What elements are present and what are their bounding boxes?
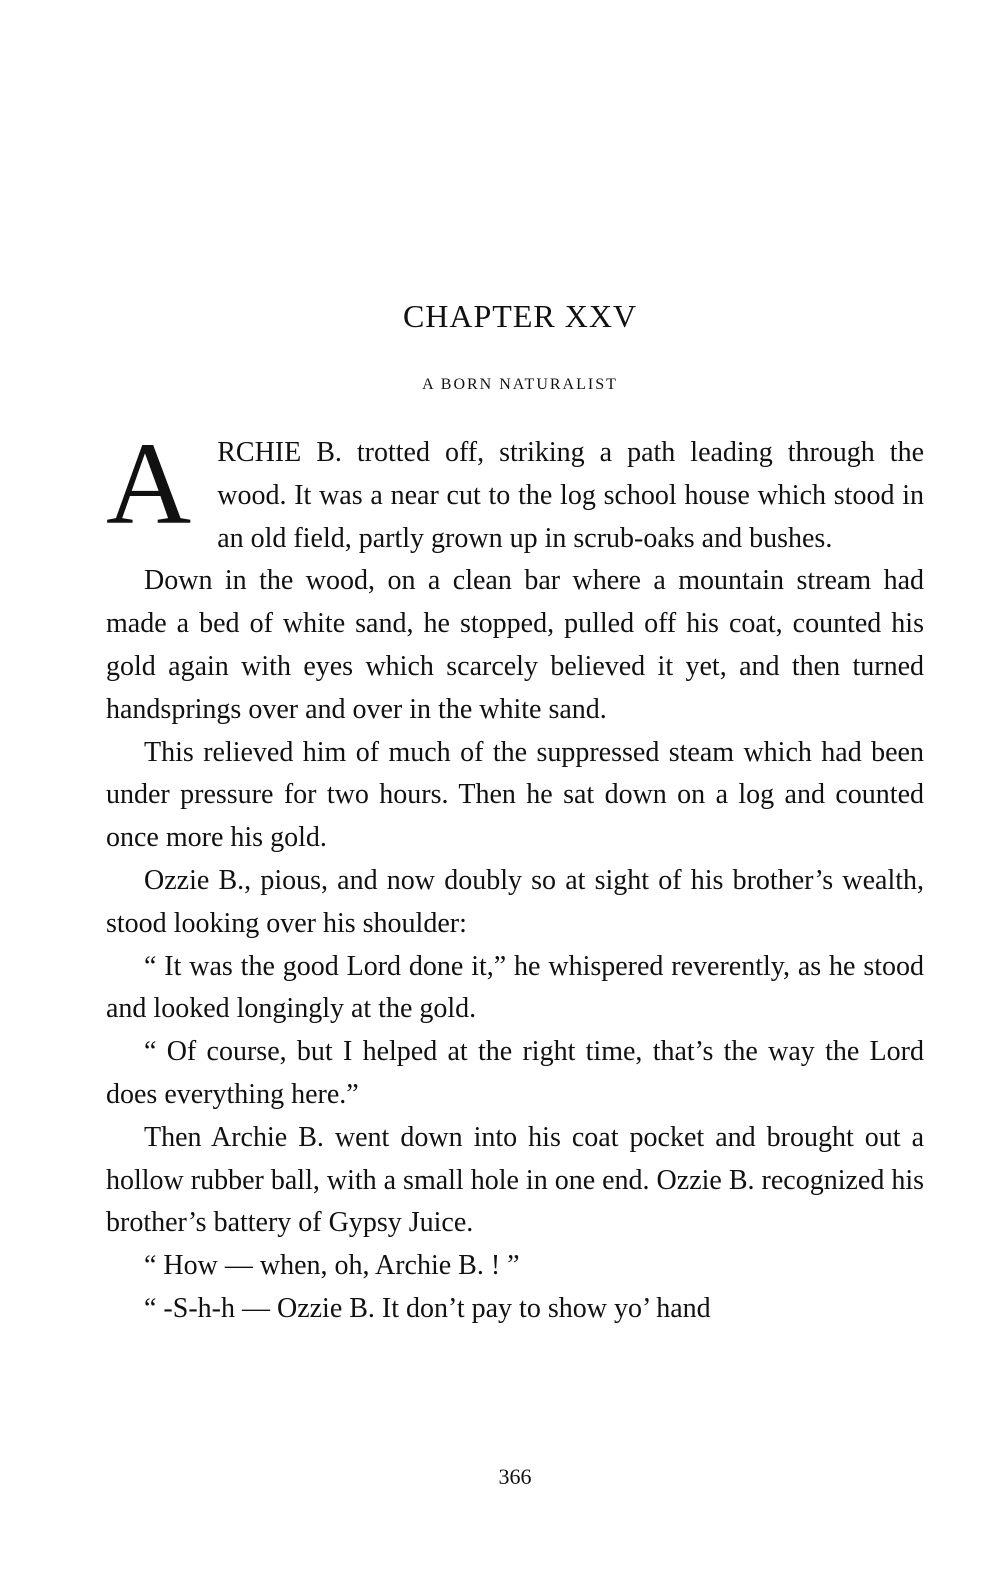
drop-cap: A [106,418,192,549]
page-number: 366 [498,1464,532,1489]
chapter-body [106,418,925,1331]
paragraph-8: “ How — when, oh, Archie B. ! ” [144,1250,520,1282]
chapter-title: CHAPTER XXV [402,298,638,334]
paragraph-1 [106,418,924,560]
paragraph-3: This relieved him of much of the suppressed steam which had been under pressure for two hours. Then he sat down on a log and counted once more his gold. [106,736,924,854]
paragraph-9: “ -S-h-h — Ozzie B. It don’t pay to show yo’ hand [144,1292,711,1324]
paragraph-1-text: RCHIE B. trotted off, striking a path leading through the wood. It was a near cut to the log school house which stood in an old field, partly grown up in scrub-oaks and bushes. [217,437,924,554]
paragraph-7: Then Archie B. went down into his coat pocket and brought out a hollow rubber ball, with a small hole in one end. Ozzie B. recognized his brother’s battery of Gypsy Juice. [106,1121,925,1239]
paragraph-5: “ It was the good Lord done it,” he whispered reverently, as he stood and looked longingly at the gold. [106,950,924,1025]
paragraph-6: “ Of course, but I helped at the right time, that’s the way the Lord does everything here.” [106,1036,924,1110]
chapter-subtitle: A BORN NATURALIST [422,376,618,393]
paragraph-4: Ozzie B., pious, and now doubly so at sight of his brother’s wealth, stood looking over his shoulder: [106,864,924,939]
paragraph-2: Down in the wood, on a clean bar where a mountain stream had made a bed of white sand, he stopped, pulled off his coat, counted his gold again with eyes which scarcely believed it yet, and then turned handsprings over and over in the white sand. [106,565,924,725]
